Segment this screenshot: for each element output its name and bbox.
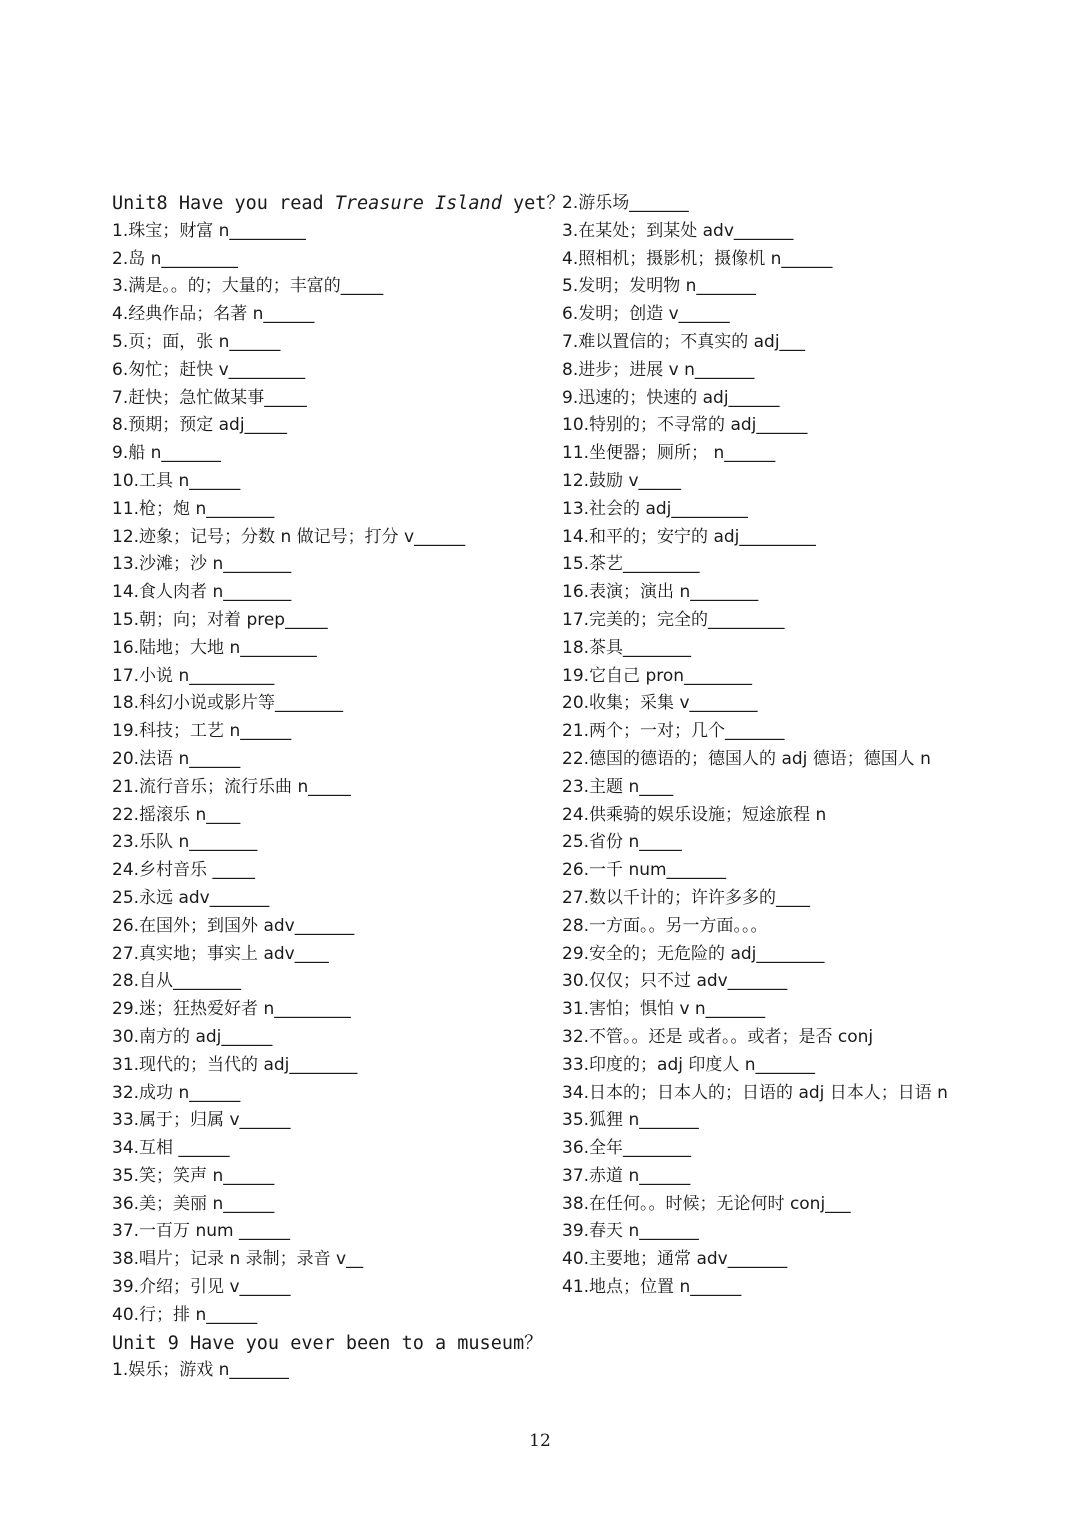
vocab-item: 20.法语 n______	[112, 748, 241, 769]
unit8-vocab-list	[112, 218, 557, 1330]
page-number: 12	[529, 1431, 551, 1451]
vocab-item: 33.属于；归属 v______	[112, 1110, 291, 1131]
vocab-item: 13.社会的 adj_________	[562, 498, 748, 519]
vocab-item: 23.乐队 n________	[112, 832, 258, 853]
vocab-item: 10.工具 n______	[112, 470, 241, 491]
left-column	[112, 190, 565, 1385]
vocab-item: 15.朝；向；对着 prep_____	[112, 609, 328, 630]
vocab-item: 28.自从________	[112, 971, 242, 992]
unit9-vocab-list	[562, 190, 982, 1302]
vocab-item: 25.省份 n_____	[562, 832, 682, 853]
unit8-heading-suffix: yet？	[501, 193, 565, 214]
vocab-item: 22.摇滚乐 n____	[112, 804, 241, 825]
vocab-item: 10.特别的；不寻常的 adj______	[562, 415, 808, 436]
vocab-item: 36.美；美丽 n______	[112, 1193, 275, 1214]
vocab-item: 8.预期；预定 adj_____	[112, 415, 288, 436]
vocab-item: 21.两个；一对；几个_______	[562, 721, 785, 742]
vocab-item: 35.狐狸 n_______	[562, 1110, 699, 1131]
vocab-item: 7.赶快；急忙做某事_____	[112, 387, 307, 408]
vocab-item: 12.鼓励 v_____	[562, 470, 681, 491]
vocab-item: 40.主要地；通常 adv_______	[562, 1249, 788, 1270]
vocab-item: 4.经典作品；名著 n______	[112, 304, 315, 325]
vocab-item: 3.在某处；到某处 adv_______	[562, 220, 794, 241]
vocab-item: 7.难以置信的；不真实的 adj___	[562, 331, 806, 352]
vocab-item: 40.行；排 n______	[112, 1304, 258, 1325]
vocab-item: 21.流行音乐；流行乐曲 n_____	[112, 776, 351, 797]
vocab-item: 18.科幻小说或影片等________	[112, 693, 344, 714]
vocab-item: 27.真实地；事实上 adv____	[112, 943, 329, 964]
vocab-item: 16.表演；演出 n________	[562, 582, 759, 603]
vocab-item: 26.一千 num_______	[562, 860, 727, 881]
vocab-item: 33.印度的；adj 印度人 n_______	[562, 1054, 816, 1075]
vocab-item: 34.互相 ______	[112, 1138, 230, 1159]
vocab-item: 19.它自己 pron________	[562, 665, 753, 686]
vocab-item: 32.成功 n______	[112, 1082, 241, 1103]
vocab-item: 9.迅速的；快速的 adj______	[562, 387, 780, 408]
vocab-item: 6.匆忙；赶快 v_________	[112, 359, 306, 380]
vocab-item: 15.茶艺_________	[562, 554, 700, 575]
vocab-item: 29.迷；狂热爱好者 n_________	[112, 999, 351, 1020]
vocab-item: 14.食人肉者 n________	[112, 582, 292, 603]
vocab-item: 5.页；面，张 n______	[112, 331, 281, 352]
vocab-item: 39.春天 n_______	[562, 1221, 699, 1242]
vocab-item: 31.害怕；惧怕 v n_______	[562, 999, 766, 1020]
vocab-item: 24.供乘骑的娱乐设施；短途旅程 n	[562, 804, 827, 825]
vocab-item: 41.地点；位置 n______	[562, 1277, 742, 1298]
vocab-item: 11.枪；炮 n________	[112, 498, 275, 519]
vocab-item: 31.现代的；当代的 adj________	[112, 1054, 358, 1075]
vocab-item: 4.照相机；摄影机；摄像机 n______	[562, 248, 833, 269]
vocab-item: 6.发明；创造 v______	[562, 304, 730, 325]
vocab-item: 20.收集；采集 v________	[562, 693, 758, 714]
vocab-item: 16.陆地；大地 n_________	[112, 637, 317, 658]
right-column	[562, 190, 982, 1302]
vocab-item: 2.游乐场_______	[562, 193, 689, 213]
unit8-heading-prefix: Unit8 Have you read	[112, 193, 335, 214]
unit9-heading: Unit 9 Have you ever been to a museum？	[112, 1332, 543, 1354]
vocab-item: 30.南方的 adj______	[112, 1026, 273, 1047]
vocab-item: 1.珠宝；财富 n_________	[112, 220, 306, 241]
vocab-item: 8.进步；进展 v n_______	[562, 359, 755, 380]
vocab-item: 30.仅仅；只不过 adv_______	[562, 971, 788, 992]
vocab-item: 29.安全的；无危险的 adj________	[562, 943, 825, 964]
vocab-item: 18.茶具________	[562, 637, 692, 658]
vocab-item: 25.永远 adv_______	[112, 887, 270, 908]
vocab-item: 5.发明；发明物 n_______	[562, 276, 756, 297]
vocab-item: 26.在国外；到国外 adv_______	[112, 915, 355, 936]
vocab-item: 12.迹象；记号；分数 n 做记号；打分 v______	[112, 526, 466, 547]
unit8-heading	[112, 190, 565, 218]
vocab-item: 35.笑；笑声 n______	[112, 1165, 275, 1186]
vocab-item: 24.乡村音乐 _____	[112, 860, 255, 881]
vocab-item: 37.赤道 n______	[562, 1165, 691, 1186]
vocab-item: 38.在任何。。时候；无论何时 conj___	[562, 1193, 851, 1214]
vocab-item: 32.不管。。还是 或者。。或者；是否 conj	[562, 1026, 874, 1047]
vocab-item: 23.主题 n____	[562, 776, 674, 797]
vocab-item: 39.介绍；引见 v______	[112, 1277, 291, 1298]
vocab-item: 38.唱片；记录 n 录制；录音 v__	[112, 1249, 364, 1270]
vocab-item: 13.沙滩；沙 n________	[112, 554, 292, 575]
vocab-item: 37.一百万 num ______	[112, 1221, 290, 1242]
vocab-item: 3.满是。。的；大量的；丰富的_____	[112, 276, 384, 297]
vocab-item: 36.全年________	[562, 1138, 692, 1159]
vocab-item: 9.船 n_______	[112, 443, 221, 464]
vocab-item: 11.坐便器；厕所； n______	[562, 443, 776, 464]
unit8-book-title: Treasure Island	[334, 193, 502, 214]
vocab-item: 17.小说 n__________	[112, 665, 275, 686]
vocab-item: 17.完美的；完全的_________	[562, 609, 785, 630]
unit9-vocab-item-1: 1.娱乐；游戏 n_______	[112, 1360, 289, 1381]
vocab-item: 28.一方面。。另一方面。。。	[562, 915, 768, 936]
vocab-item: 2.岛 n_________	[112, 248, 238, 269]
vocab-item: 19.科技；工艺 n______	[112, 721, 292, 742]
vocab-item: 34.日本的；日本人的；日语的 adj 日本人；日语 n	[562, 1082, 948, 1103]
vocab-item: 22.德国的德语的；德国人的 adj 德语；德国人 n	[562, 748, 931, 769]
vocab-item: 14.和平的；安宁的 adj_________	[562, 526, 816, 547]
vocab-item: 27.数以千计的；许许多多的____	[562, 887, 811, 908]
